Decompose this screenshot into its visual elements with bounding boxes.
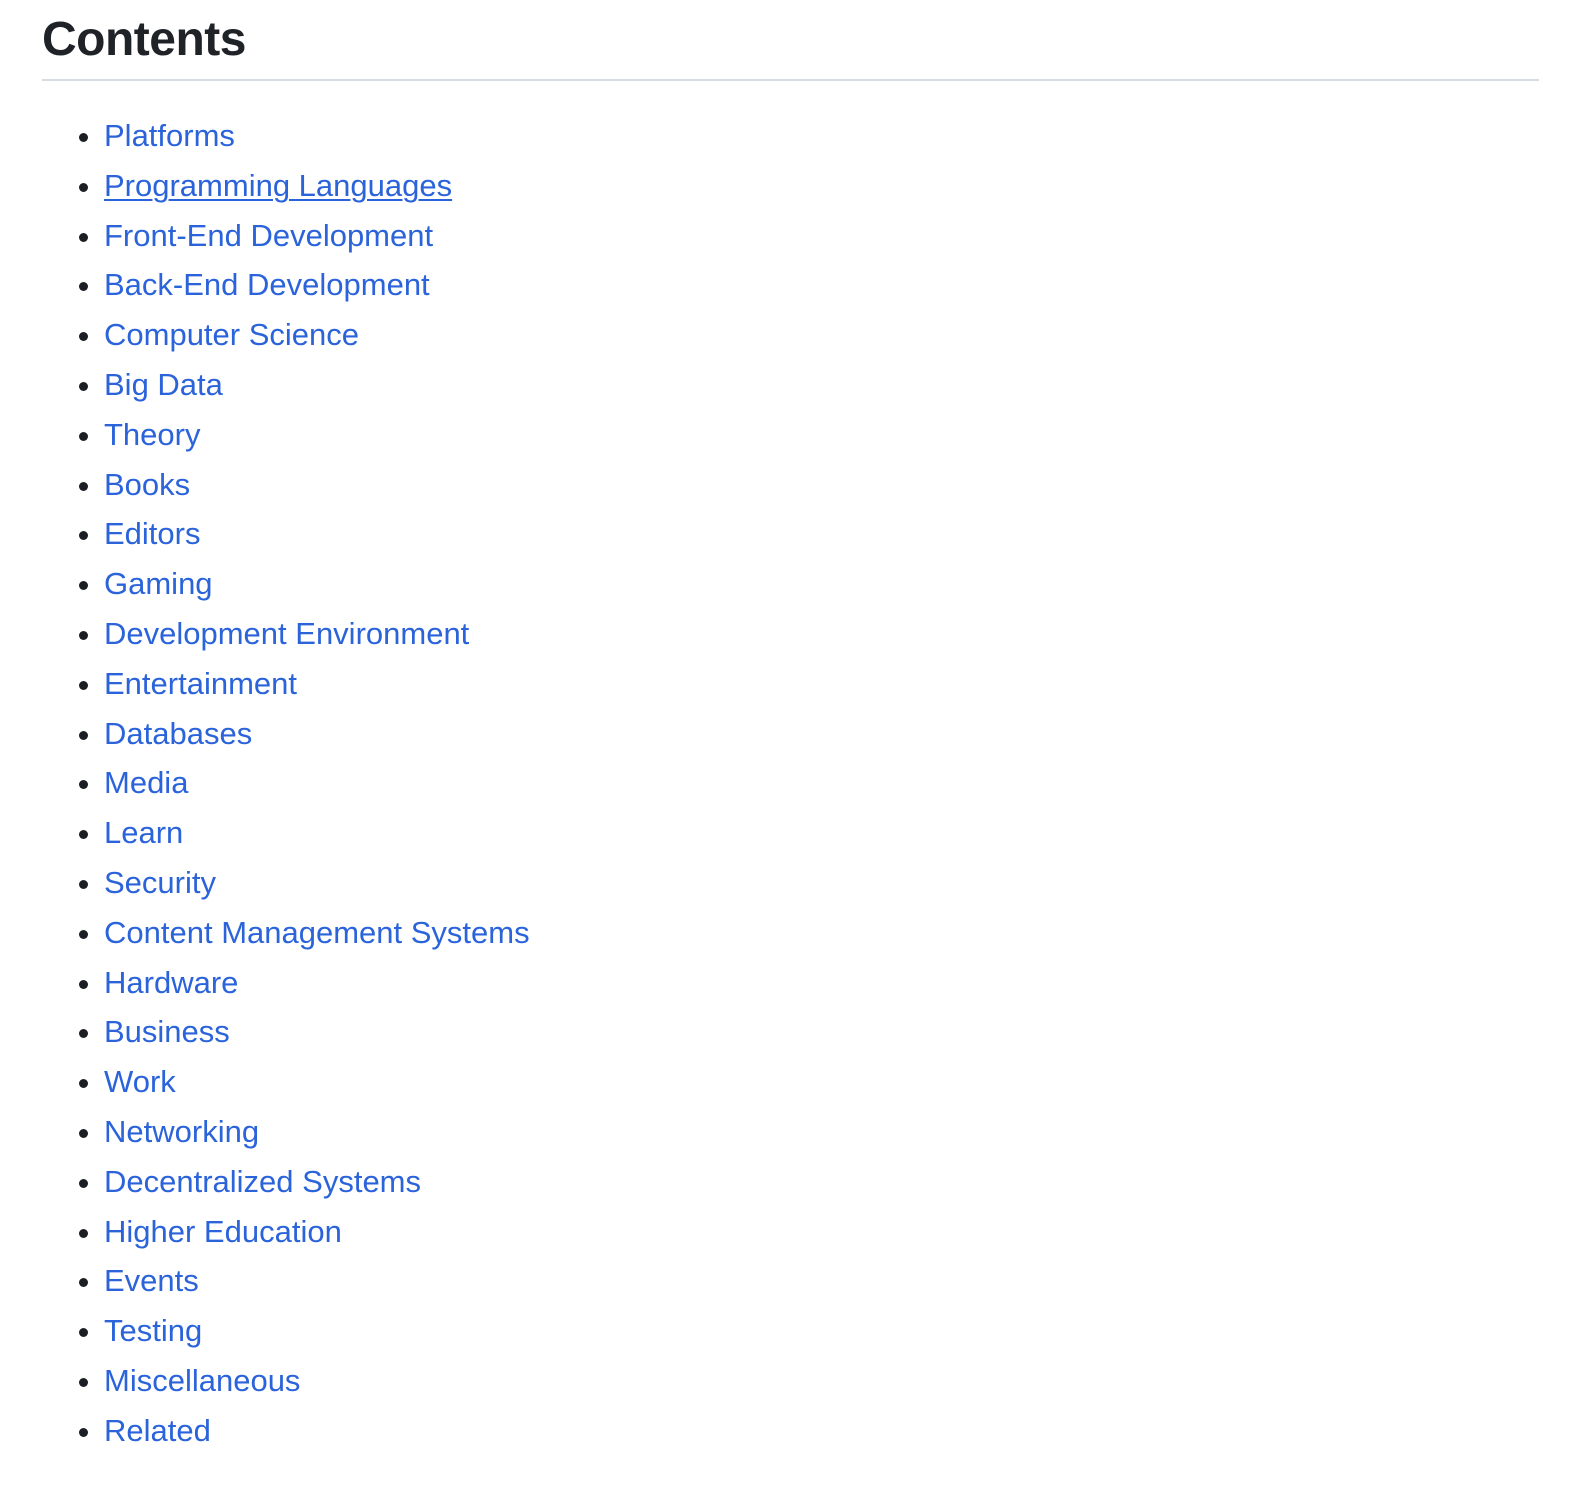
toc-link-entertainment[interactable]: Entertainment [104, 665, 297, 701]
toc-list-item [104, 559, 1539, 609]
toc-list-item [104, 1406, 1539, 1456]
toc-list-item [104, 1157, 1539, 1207]
toc-list-item [104, 260, 1539, 310]
toc-link-networking[interactable]: Networking [104, 1113, 260, 1149]
toc-link-front-end-development[interactable]: Front-End Development [104, 217, 434, 253]
toc-link-testing[interactable]: Testing [104, 1313, 203, 1349]
toc-link-theory[interactable]: Theory [104, 416, 201, 452]
toc-list-item [104, 808, 1539, 858]
toc-list-item [104, 1207, 1539, 1257]
toc-list-item [104, 460, 1539, 510]
toc-link-programming-languages[interactable]: Programming Languages [104, 167, 453, 203]
toc-list-item [104, 161, 1539, 211]
toc-link-learn[interactable]: Learn [104, 815, 184, 851]
toc-link-books[interactable]: Books [104, 466, 191, 502]
toc-link-higher-education[interactable]: Higher Education [104, 1213, 342, 1249]
toc-list-item [104, 111, 1539, 161]
toc-list-item [104, 659, 1539, 709]
toc-list-item [104, 709, 1539, 759]
toc-list-item [104, 609, 1539, 659]
toc-list-item [104, 360, 1539, 410]
toc-link-work[interactable]: Work [104, 1064, 176, 1100]
toc-list-item [104, 1306, 1539, 1356]
toc-list-item [104, 211, 1539, 261]
toc-link-hardware[interactable]: Hardware [104, 964, 239, 1000]
toc-link-gaming[interactable]: Gaming [104, 566, 213, 602]
contents-heading: Contents [42, 10, 1539, 81]
toc-list-item [104, 858, 1539, 908]
toc-link-decentralized-systems[interactable]: Decentralized Systems [104, 1163, 422, 1199]
toc-list-item [104, 1007, 1539, 1057]
toc-list-item [104, 958, 1539, 1008]
toc-link-editors[interactable]: Editors [104, 516, 201, 552]
toc-list-item [104, 1356, 1539, 1406]
toc-link-back-end-development[interactable]: Back-End Development [104, 267, 430, 303]
toc-link-business[interactable]: Business [104, 1014, 230, 1050]
toc-link-related[interactable]: Related [104, 1412, 211, 1448]
readme-contents-section [0, 10, 1586, 1456]
toc-link-content-management-systems[interactable]: Content Management Systems [104, 914, 530, 950]
toc-link-events[interactable]: Events [104, 1263, 199, 1299]
toc-list-item [104, 410, 1539, 460]
toc-list-item [104, 310, 1539, 360]
toc-link-big-data[interactable]: Big Data [104, 366, 223, 402]
toc-link-security[interactable]: Security [104, 864, 216, 900]
toc-link-computer-science[interactable]: Computer Science [104, 317, 360, 353]
toc-list-item [104, 908, 1539, 958]
toc-link-platforms[interactable]: Platforms [104, 118, 235, 153]
toc-list-item [104, 1256, 1539, 1306]
toc-link-development-environment[interactable]: Development Environment [104, 615, 470, 651]
toc-list-item [104, 509, 1539, 559]
toc-list-item [104, 1107, 1539, 1157]
toc-list-item [104, 1057, 1539, 1107]
toc-list-item [104, 758, 1539, 808]
toc-link-media[interactable]: Media [104, 765, 189, 801]
contents-list [42, 111, 1539, 1456]
toc-link-miscellaneous[interactable]: Miscellaneous [104, 1362, 301, 1398]
toc-link-databases[interactable]: Databases [104, 715, 253, 751]
